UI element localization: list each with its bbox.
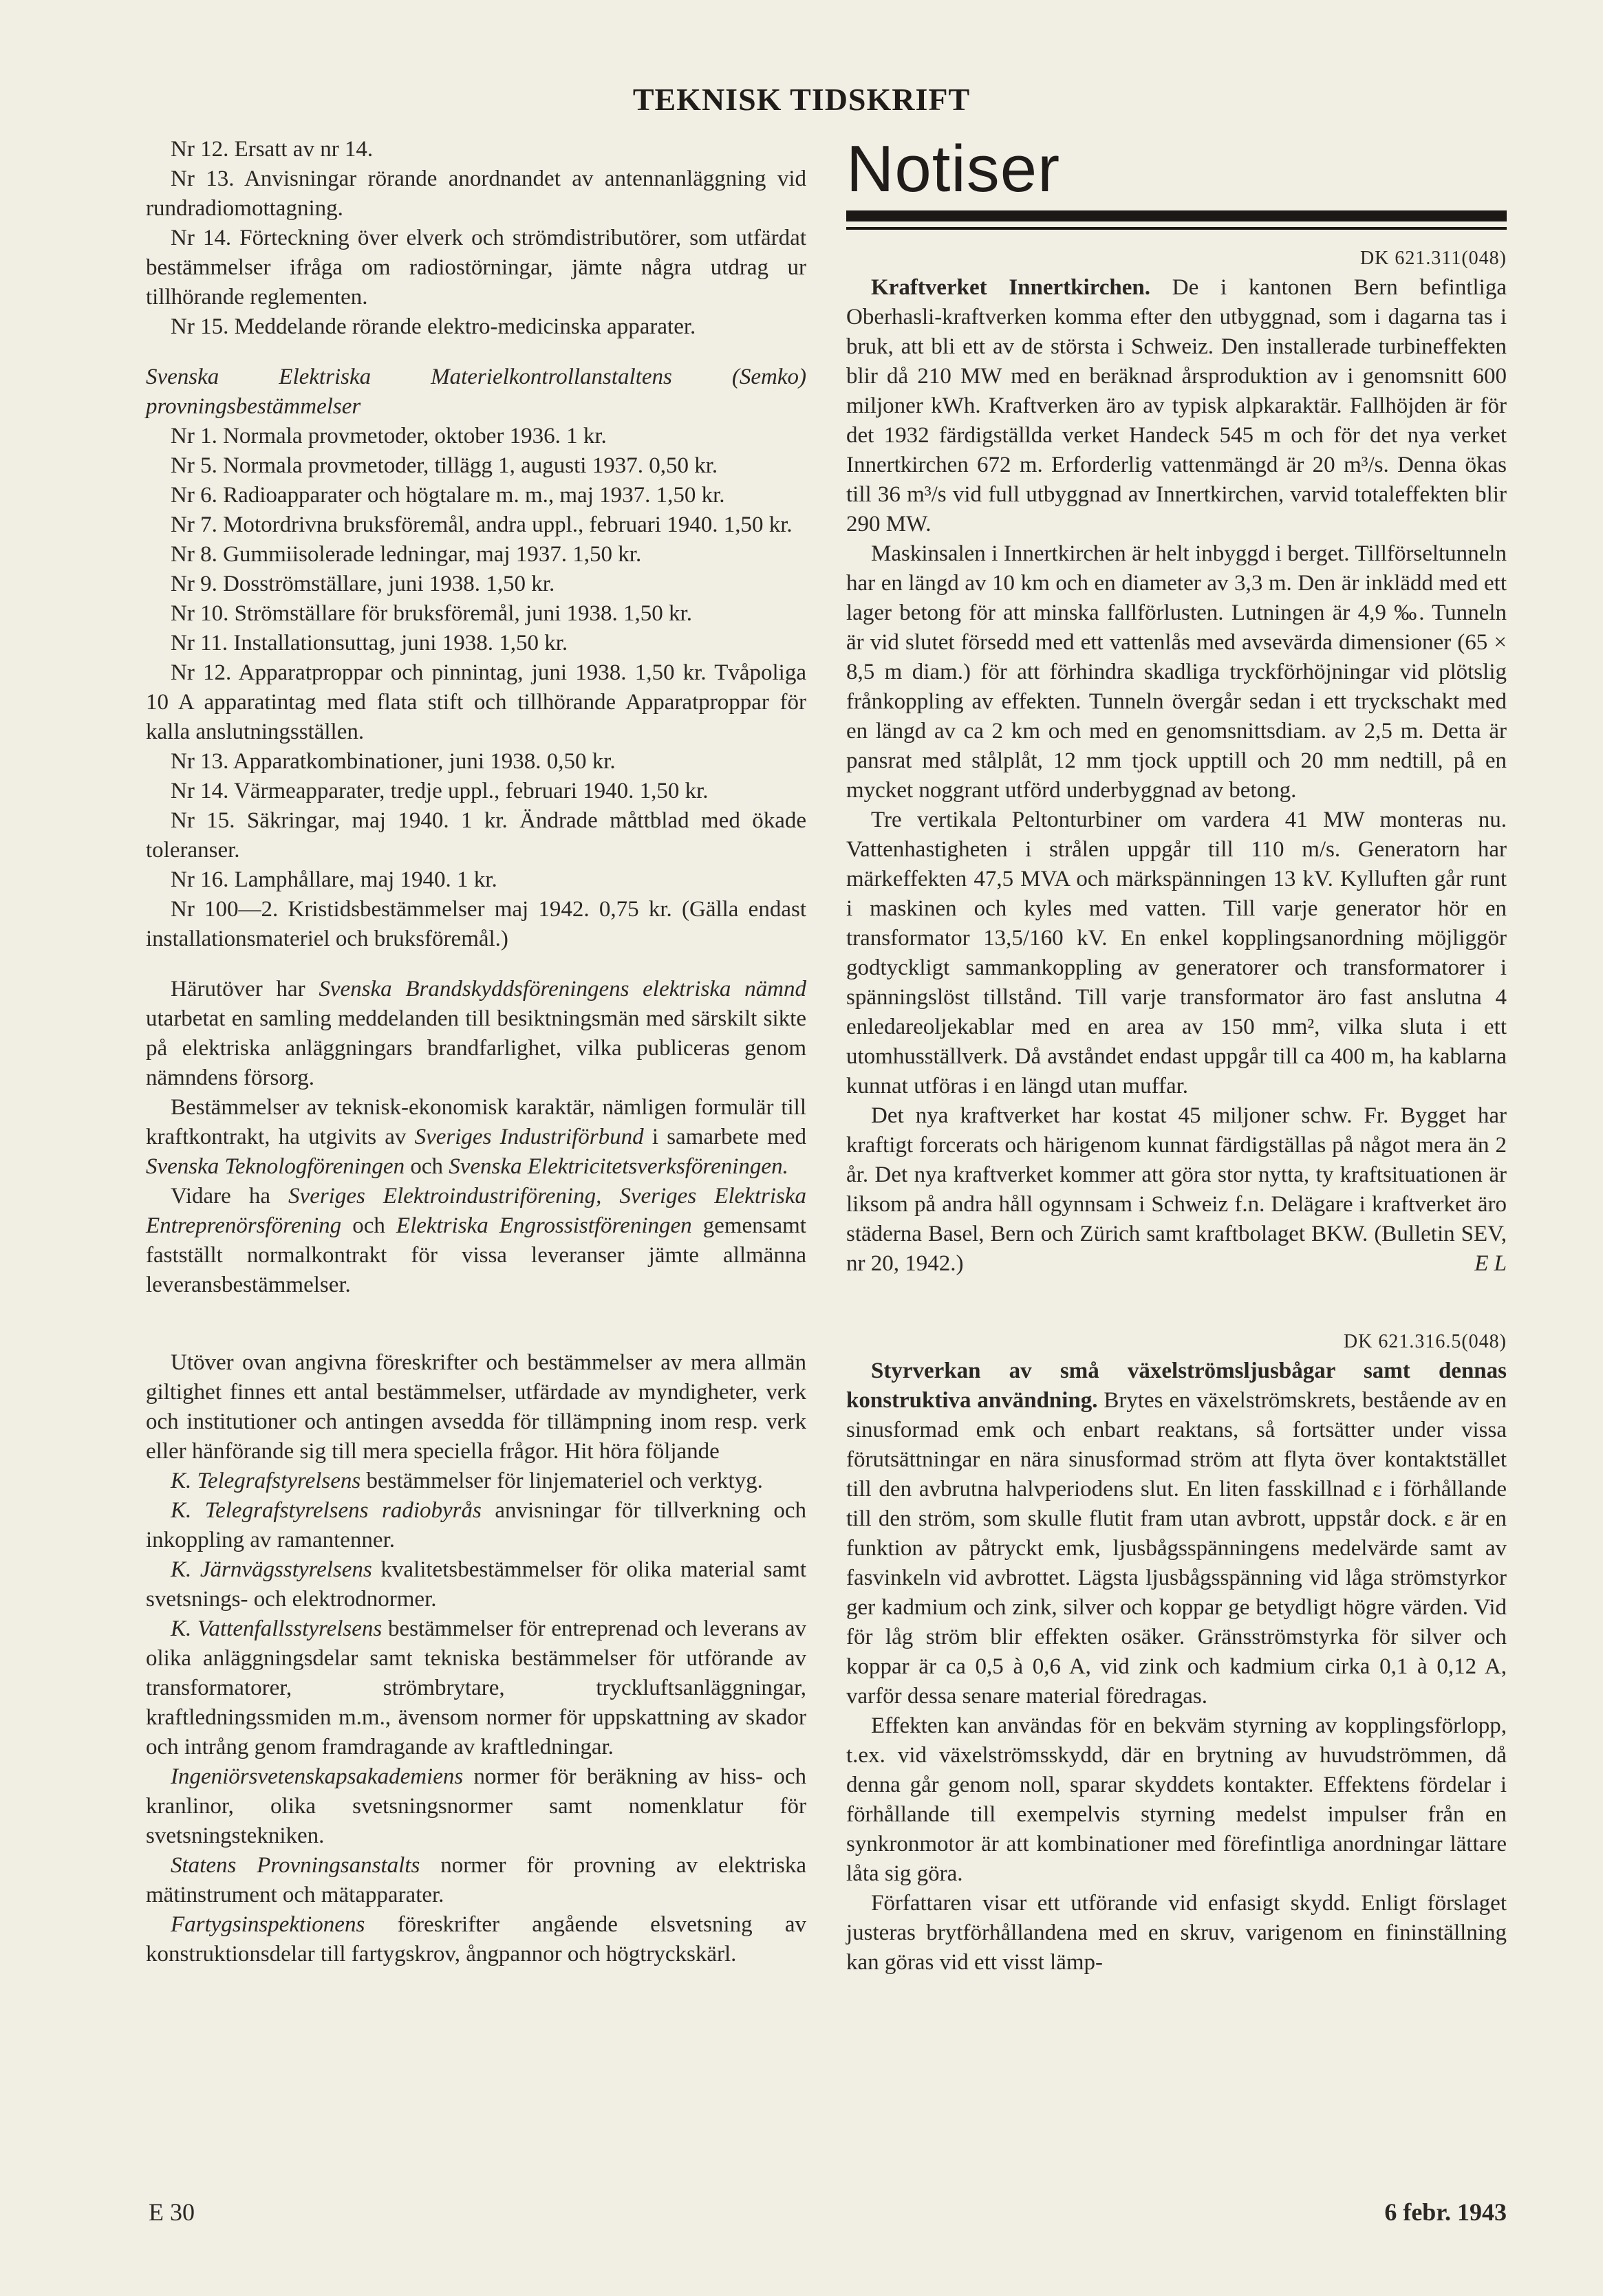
list-item: Nr 1. Normala provmetoder, oktober 1936. 1 kr. <box>171 424 607 448</box>
paragraph: Utöver ovan angivna föreskrifter och bestämmelser av mera allmän giltighet finnes ett antal bestämmelser, utfärdade av myndigheter, verk och institutioner och antingen avsedda för tillämpning inom resp. verk eller hänförande sig till mera speciella frågor. Hit höra följande <box>146 1350 806 1464</box>
paragraph: Ingeniörsvetenskapsakademiens normer för beräkning av hiss- och kranlinor, olika svetsningsnormer samt nomenklatur för svetsningstekniken. <box>146 1764 806 1848</box>
list-item: Nr 10. Strömställare för bruksföremål, juni 1938. 1,50 kr. <box>171 601 692 626</box>
paragraph: K. Järnvägsstyrelsens kvalitetsbestämmelser för olika material samt svetsnings- och elektrodnormer. <box>146 1557 806 1612</box>
list-item: Nr 7. Motordrivna bruksföremål, andra uppl., februari 1940. 1,50 kr. <box>171 512 793 537</box>
list-item: Nr 14. Förteckning över elverk och strömdistributörer, som utfärdat bestämmelser ifråga om radiostörningar, jämte några utdrag ur tillhörande reglementen. <box>146 226 806 310</box>
section-heading: Notiser <box>846 132 1061 206</box>
article-paragraph: Styrverkan av små växelströmsljusbågar samt dennas konstruktiva användning. Brytes en växelströmskrets, bestående av en sinusformad emk och enbart reaktans, så fortsätter under vissa förutsättningar en nära sinusformad ström att flyta över kontaktstället till den avbrutna halvperiodens slut. En liten fasskillnad ε i förhållande till den ström, som skulle flutit fram utan avbrott, uppstår dock. ε är en funktion av påtryckt emk, ljusbågsspänningens medelvärde samt av fasvinkeln vid avbrottet. Lägsta ljusbågsspänning vid låga strömstyrkor ger kadmium och zink, silver och koppar ge betydligt högre värden. Vid för låg ström blir effekten osäker. Gränsströmstyrka för silver och koppar är ca 0,5 à 0,6 A, vid zink och kadmium cirka 0,1 à 0,12 A, varför dessa senare material föredragas. <box>846 1358 1507 1709</box>
heading-rule <box>846 227 1507 230</box>
article-title: Kraftverket Innertkirchen. <box>871 275 1150 300</box>
paragraph: K. Telegrafstyrelsens bestämmelser för linjemateriel och verktyg. <box>171 1469 763 1493</box>
article-paragraph: Det nya kraftverket har kostat 45 miljoner schw. Fr. Bygget har kraftigt forcerats och härigenom kunnat färdigställas på något mera än 2 år. Det nya kraftverket kommer att göra stor nytta, ty kraftsituationen är liksom på andra håll ogynnsam i Schweiz f.n. Delägare i kraftverket äro städerna Basel, Bern och Zürich samt kraftbolaget BKW. (Bulletin SEV, nr 20, 1942.) E L <box>846 1101 1507 1279</box>
paragraph: Fartygsinspektionens föreskrifter angående elsvetsning av konstruktionsdelar till fartygskrov, ångpannor och högtryckskärl. <box>146 1912 806 1967</box>
list-item: Nr 11. Installationsuttag, juni 1938. 1,50 kr. <box>171 631 568 656</box>
list-item: Nr 15. Säkringar, maj 1940. 1 kr. Ändrade måttblad med ökade toleranser. <box>146 808 806 863</box>
paragraph: Statens Provningsanstalts normer för provning av elektriska mätinstrument och mätapparater. <box>146 1853 807 1907</box>
list-item: Nr 5. Normala provmetoder, tillägg 1, augusti 1937. 0,50 kr. <box>171 453 718 478</box>
article-paragraph: Tre vertikala Peltonturbiner om vardera 41 MW monteras nu. Vattenhastigheten i strålen uppgår till 110 m/s. Generatorn har märkeffekten 47,5 MVA och märkspänningen 13 kV. Kylluften går runt i maskinen och kyles med vatten. Till varje generator hör en transformator 13,5/160 kV. En enkel kopplingsanordning möjliggör godtyckligt sammankoppling av generatorer och transformatorer i spänningslöst tillstånd. Till varje transformator äro fast anslutna 4 enledareoljekablar med en area av 150 mm², vilka sluta i ett utomhusställverk. Då avståndet endast uppgår till ca 400 m, ha kablarna kunnat utföras i en längd utan muffar. <box>846 808 1507 1098</box>
list-item: Nr 6. Radioapparater och högtalare m. m., maj 1937. 1,50 kr. <box>171 483 725 508</box>
issue-date: 6 febr. 1943 <box>1384 2198 1507 2226</box>
article-paragraph: Effekten kan användas för en bekväm styrning av kopplingsförlopp, t.ex. vid växelströmsskydd, där en brytning av huvudströmmen, då denna går genom noll, sparar skyddets kontakter. Effektens fördelar i förhållande till exempelvis styrning medelst impulser från en synkronmotor är att kombinationer med förefintliga anordningar lättare låta sig göra. <box>846 1713 1507 1886</box>
list-item: Nr 14. Värmeapparater, tredje uppl., februari 1940. 1,50 kr. <box>171 779 709 803</box>
author-signature: E L <box>1474 1251 1507 1276</box>
list-item: Nr 9. Dosströmställare, juni 1938. 1,50 kr. <box>171 572 555 596</box>
dk-classification: DK 621.316.5(048) <box>1343 1331 1507 1352</box>
article-paragraph: Författaren visar ett utförande vid enfasigt skydd. Enligt förslaget justeras brytförhållandena med en skruv, varigenom en fininställning kan göras vid ett visst lämp- <box>846 1891 1507 1975</box>
paragraph: K. Telegrafstyrelsens radiobyrås anvisningar för tillverkning och inkoppling av ramantenner. <box>146 1498 806 1552</box>
article-paragraph: Maskinsalen i Innertkirchen är helt inbyggd i berget. Tillförseltunneln har en längd av 10 km och en diameter av 3,3 m. Den är inklädd med ett lager betong för att minska fallförlusten. Lutningen är 4,9 ‰. Tunneln är vid slutet försedd med ett vattenlås med avsevärda dimensioner (65 × 8,5 m diam.) för att förhindra skadliga tryckförhöjningar vid plötslig frånkoppling av effekten. Tunneln övergår sedan i ett tryckschakt med en längd av ca 2 km och med en genomsnittsdiam. av 2,5 m. Detta är pansrat med stålplåt, 12 mm tjock upptill och 20 mm nedtill, på en mycket noggrant utförd underbyggnad av betong. <box>846 541 1507 803</box>
article-title: Styrverkan av små växelströmsljusbågar samt dennas konstruktiva användning. <box>846 1358 1507 1413</box>
article-paragraph: Kraftverket Innertkirchen. De i kantonen Bern befintliga Oberhasli-kraftverken komma efter den utbyggnad, som i dagarna tas i bruk, att bli ett av de största i Schweiz. Den installerade turbineffekten blir då 210 MW med en beräknad årsproduktion av i genomsnitt 600 miljoner kWh. Kraftverken äro av typisk alpkaraktär. Fallhöjden är för det 1932 färdigställda verket Handeck 545 m och för det nya verket Innertkirchen 672 m. Erforderlig vattenmängd är 20 m³/s. Denna ökas till 36 m³/s vid full utbyggnad av Innertkirchen, varvid totaleffekten blir 290 MW. <box>846 275 1507 537</box>
journal-masthead: TEKNISK TIDSKRIFT <box>632 82 971 117</box>
list-item: Nr 12. Ersatt av nr 14. <box>171 137 374 162</box>
list-item: Nr 13. Anvisningar rörande anordnandet av antennanläggning vid rundradiomottagning. <box>146 166 806 221</box>
list-item: Nr 13. Apparatkombinationer, juni 1938. 0,50 kr. <box>171 749 616 774</box>
list-item: Nr 15. Meddelande rörande elektro-medicinska apparater. <box>171 314 696 339</box>
dk-classification: DK 621.311(048) <box>1359 248 1507 269</box>
paragraph: Vidare ha Sveriges Elektroindustriförening, Sveriges Elektriska Entreprenörsförening och Elektriska Engrossistföreningen gemensamt fastställt normalkontrakt för vissa leveranser jämte allmänna leveransbestämmelser. <box>146 1184 807 1297</box>
list-item: Nr 8. Gummiisolerade ledningar, maj 1937. 1,50 kr. <box>171 542 642 567</box>
paragraph: Bestämmelser av teknisk-ekonomisk karaktär, nämligen formulär till kraftkontrakt, ha utgivits av Sveriges Industriförbund i samarbete med Svenska Teknologföreningen och Svenska Elektricitetsverksföreningen. <box>146 1095 806 1179</box>
list-item: Nr 12. Apparatproppar och pinnintag, juni 1938. 1,50 kr. Tvåpoliga 10 A apparatintag med flata stift och tillhörande Apparatproppar för kalla anslutningsställen. <box>146 660 806 744</box>
list-item: Nr 100—2. Kristidsbestämmelser maj 1942. 0,75 kr. (Gälla endast installationsmateriel och bruksföremål.) <box>146 897 806 951</box>
paragraph: K. Vattenfallsstyrelsens bestämmelser för entreprenad och leverans av olika anläggningsdelar samt tekniska bestämmelser för utförande av transformatorer, strömbrytare, tryckluftsanläggningar, kraftledningssmiden m.m., ävensom normer för uppskattning av skador och intrång genom framdragande av kraftledningar. <box>146 1616 806 1759</box>
page-number: E 30 <box>149 2198 195 2226</box>
paragraph: Härutöver har Svenska Brandskyddsföreningens elektriska nämnd utarbetat en samling meddelanden till besiktningsmän med särskilt sikte på elektriska anläggningars brandfarlighet, vilka publiceras genom nämndens försorg. <box>146 977 806 1090</box>
left-column <box>146 135 806 1969</box>
list-item: Nr 16. Lamphållare, maj 1940. 1 kr. <box>171 867 497 892</box>
right-column <box>846 132 1507 1978</box>
heading-rule <box>846 210 1507 221</box>
section-subheading: Svenska Elektriska Materielkontrollanstaltens (Semko) provningsbestämmelser <box>146 365 806 419</box>
